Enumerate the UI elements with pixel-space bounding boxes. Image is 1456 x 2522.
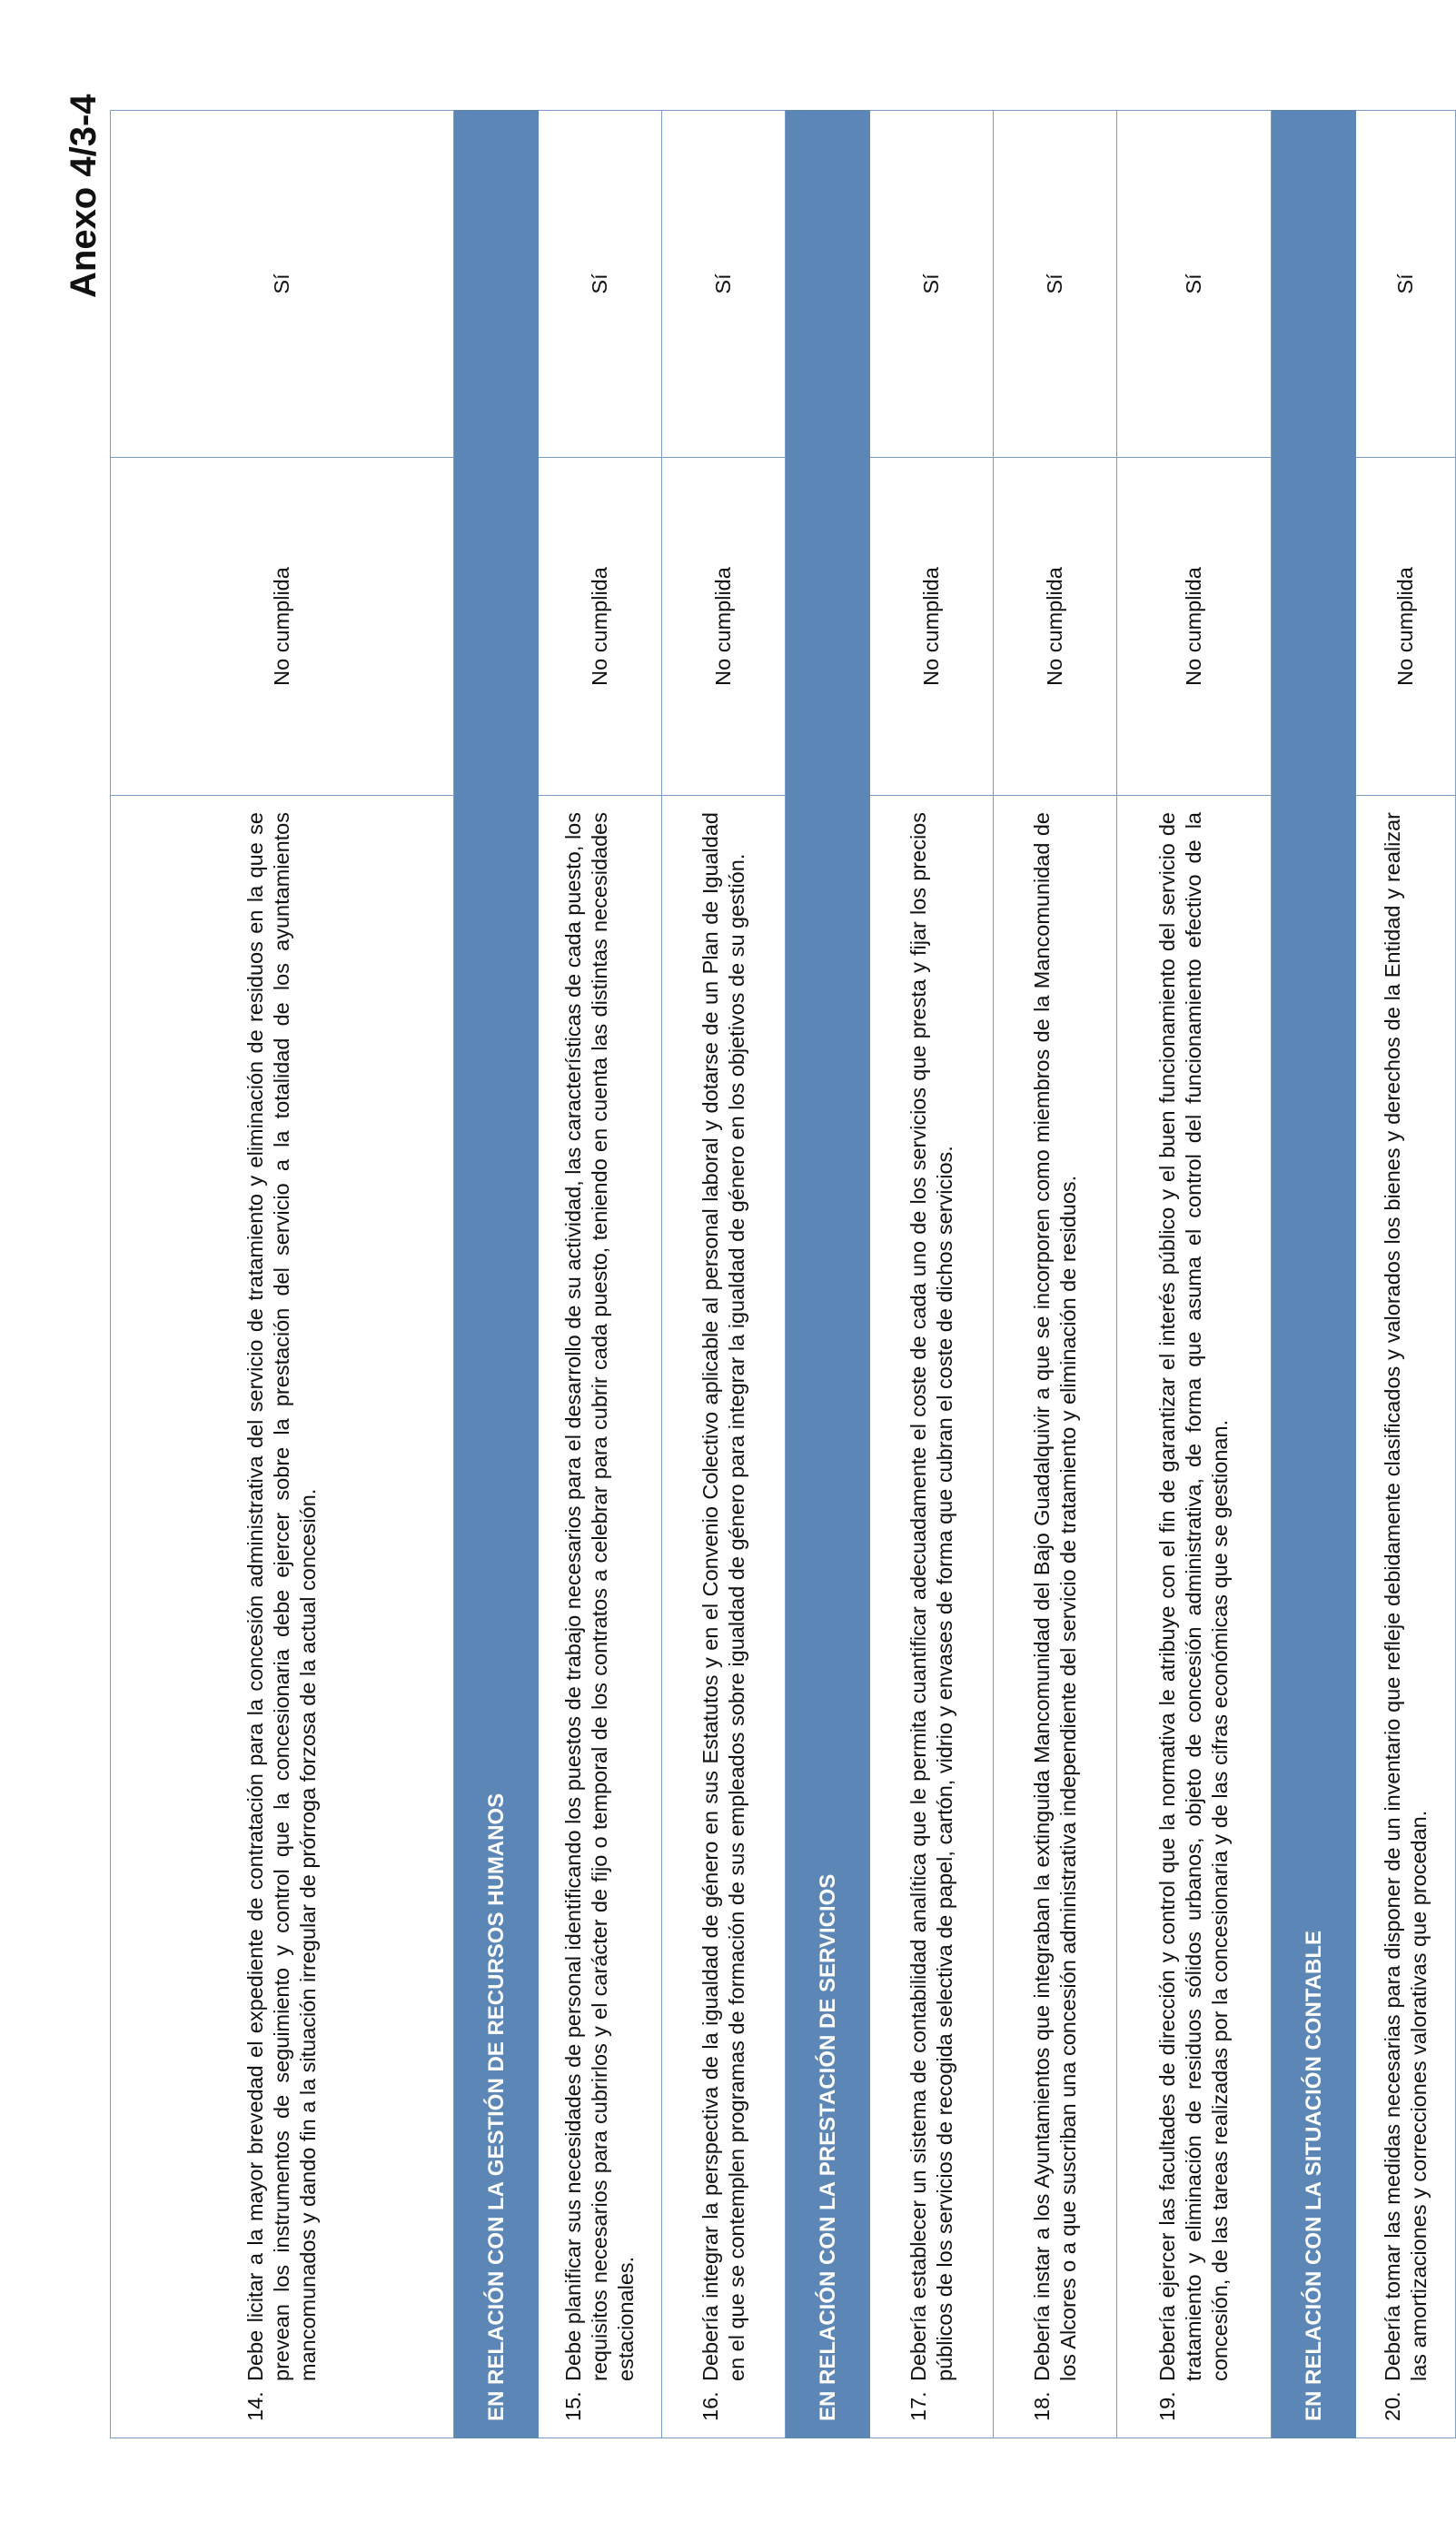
recommendation-number: 20. — [1380, 2391, 1404, 2421]
answer-cell: Sí — [1117, 111, 1272, 458]
recommendation-text-cell — [1356, 796, 1456, 2438]
recommendation-number: 18. — [1029, 2391, 1054, 2421]
section-title-contable: EN RELACIÓN CON LA SITUACIÓN CONTABLE — [1272, 796, 1356, 2438]
status-cell: No cumplida — [539, 458, 662, 796]
recommendation-text-cell — [539, 796, 662, 2438]
status-cell: No cumplida — [870, 458, 994, 796]
answer-cell: Sí — [994, 111, 1117, 458]
section-spacer — [454, 458, 539, 796]
answer-cell: Sí — [870, 111, 994, 458]
recommendation-text: Debería tomar las medidas necesarias para disponer de un inventario que refleje debidamente clasificados y valorados los bienes y derechos de la Entidad y realizar las amortizaciones y correcciones valorativas que procedan. — [1380, 812, 1431, 2381]
status-cell: No cumplida — [111, 458, 454, 796]
answer-cell: Sí — [539, 111, 662, 458]
recommendation-number: 14. — [243, 2391, 267, 2421]
recommendation-text: Debería ejercer las facultades de dirección y control que la normativa le atribuye con el fin de garantizar el interés público y el buen funcionamiento del servicio de tratamiento y eliminación de residuos sólidos urbanos, objeto de concesión administrativa, de forma que asuma el control del funcionamiento efectivo de la concesión, de las tareas realizadas por la concesionaria y de las cifras económicas que se gestionan. — [1155, 812, 1232, 2381]
table-row — [994, 111, 1117, 2438]
section-header-row — [786, 111, 870, 2438]
section-spacer — [1272, 458, 1356, 796]
recommendation-number: 17. — [906, 2391, 930, 2421]
annex-title: Anexo 4/3-4 — [64, 94, 104, 298]
status-cell: No cumplida — [1356, 458, 1456, 796]
recommendation-text: Debe licitar a la mayor brevedad el expediente de contratación para la concesión administrativa del servicio de tratamiento y eliminación de residuos en la que se prevean los instrumentos de seguimiento y control que la concesionaria debe ejercer sobre la prestación del servicio a la totalidad de los ayuntamientos mancomunados y dando fin a la situación irregular de prórroga forzosa de la actual concesión. — [243, 812, 320, 2381]
answer-cell: Sí — [111, 111, 454, 458]
status-cell: No cumplida — [1117, 458, 1272, 796]
section-header-row — [454, 111, 539, 2438]
recommendation-text-cell — [662, 796, 786, 2438]
recommendation-text: Debe planificar sus necesidades de personal identificando los puestos de trabajo necesarios para el desarrollo de su actividad, las características de cada puesto, los requisitos necesarios para cubrirlos y el carácter de fijo o temporal de los contratos a celebrar para cubrir cada puesto, teniendo en cuenta las distintas necesidades estacionales. — [561, 812, 638, 2381]
recommendation-number: 19. — [1155, 2391, 1179, 2421]
answer-cell: Sí — [1356, 111, 1456, 458]
table-row — [1356, 111, 1456, 2438]
table-row — [662, 111, 786, 2438]
recommendation-text: Debería integrar la perspectiva de la igualdad de género en sus Estatutos y en el Convenio Colectivo aplicable al personal laboral y dotarse de un Plan de Igualdad en el que se contemplen programas de formación de sus empleados sobre igualdad de género para integrar la igualdad de género en los objetivos de su gestión. — [698, 812, 748, 2381]
section-spacer — [786, 111, 870, 458]
section-header-row — [1272, 111, 1356, 2438]
table-row — [870, 111, 994, 2438]
table-row — [1117, 111, 1272, 2438]
table-row — [539, 111, 662, 2438]
recommendation-number: 15. — [561, 2391, 585, 2421]
recommendation-text-cell — [1117, 796, 1272, 2438]
recommendations-table — [110, 110, 1456, 2438]
recommendation-text: Debería instar a los Ayuntamientos que integraban la extinguida Mancomunidad del Bajo Guadalquivir a que se incorporen como miembros de la Mancomunidad de los Alcores o a que suscriban una concesión administrativa independiente del servicio de tratamiento y eliminación de residuos. — [1029, 812, 1080, 2381]
recommendation-number: 16. — [698, 2391, 722, 2421]
section-title-servicios: EN RELACIÓN CON LA PRESTACIÓN DE SERVICIOS — [786, 796, 870, 2438]
recommendation-text: Debería establecer un sistema de contabilidad analítica que le permita cuantificar adecuadamente el coste de cada uno de los servicios que presta y fijar los precios públicos de los servicios de recogida selectiva de papel, cartón, vidrio y envases de forma que cubran el coste de dichos servicios. — [906, 812, 956, 2381]
recommendation-text-cell — [994, 796, 1117, 2438]
section-title-rrhh: EN RELACIÓN CON LA GESTIÓN DE RECURSOS HUMANOS — [454, 796, 539, 2438]
section-spacer — [786, 458, 870, 796]
answer-cell: Sí — [662, 111, 786, 458]
recommendation-text-cell — [870, 796, 994, 2438]
recommendation-text-cell — [111, 796, 454, 2438]
status-cell: No cumplida — [994, 458, 1117, 796]
section-spacer — [454, 111, 539, 458]
table-row — [111, 111, 454, 2438]
status-cell: No cumplida — [662, 458, 786, 796]
section-spacer — [1272, 111, 1356, 458]
